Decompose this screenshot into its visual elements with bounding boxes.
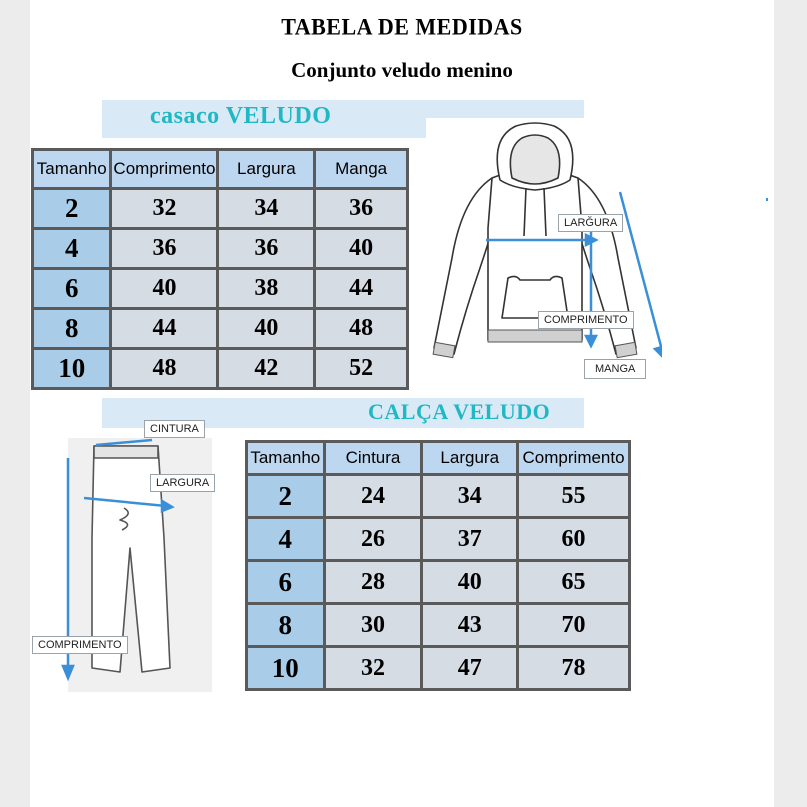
page-subtitle: Conjunto veludo menino	[291, 58, 513, 82]
jacket-size-table	[31, 148, 409, 390]
value-cell: 32	[326, 648, 421, 688]
size-cell: 8	[34, 310, 109, 347]
size-cell: 10	[34, 350, 109, 387]
value-cell: 78	[519, 648, 628, 688]
callout-sleeve: MANGA	[584, 359, 646, 379]
size-cell: 10	[248, 648, 323, 688]
value-cell: 30	[326, 605, 421, 645]
value-cell: 40	[316, 230, 406, 267]
value-cell: 34	[219, 190, 313, 227]
page-title: TABELA DE MEDIDAS	[281, 13, 523, 40]
table-row	[34, 310, 406, 347]
value-cell: 34	[423, 476, 516, 516]
callout-waist: CINTURA	[144, 420, 205, 438]
callout-length: COMPRIMENTO	[538, 311, 634, 329]
column-header: Tamanho	[248, 443, 323, 473]
table-row	[34, 270, 406, 307]
size-cell: 2	[248, 476, 323, 516]
value-cell: 36	[219, 230, 313, 267]
value-cell: 48	[112, 350, 216, 387]
column-header: Largura	[219, 151, 313, 187]
column-header: Manga	[316, 151, 406, 187]
hoodie-illustration	[422, 118, 662, 388]
value-cell: 44	[112, 310, 216, 347]
value-cell: 47	[423, 648, 516, 688]
table-row	[248, 476, 628, 516]
size-cell: 8	[248, 605, 323, 645]
value-cell: 32	[112, 190, 216, 227]
table-row	[248, 519, 628, 559]
size-cell: 4	[248, 519, 323, 559]
value-cell: 52	[316, 350, 406, 387]
table-header-row	[248, 443, 628, 473]
table-row	[248, 648, 628, 688]
value-cell: 26	[326, 519, 421, 559]
value-cell: 40	[219, 310, 313, 347]
size-cell: 4	[34, 230, 109, 267]
value-cell: 37	[423, 519, 516, 559]
callout-width: LARĞURA	[558, 214, 623, 232]
value-cell: 28	[326, 562, 421, 602]
value-cell: 44	[316, 270, 406, 307]
value-cell: 48	[316, 310, 406, 347]
value-cell: 42	[219, 350, 313, 387]
table-row	[34, 230, 406, 267]
table-row	[34, 350, 406, 387]
decorative-tick	[766, 198, 768, 201]
pants-section-title: CALÇA VELUDO	[368, 399, 551, 424]
value-cell: 65	[519, 562, 628, 602]
page	[30, 0, 774, 807]
table-row	[34, 190, 406, 227]
value-cell: 38	[219, 270, 313, 307]
table-row	[248, 605, 628, 645]
value-cell: 40	[112, 270, 216, 307]
column-header: Tamanho	[34, 151, 109, 187]
jacket-section-title: casaco VELUDO	[150, 103, 332, 129]
value-cell: 24	[326, 476, 421, 516]
value-cell: 36	[316, 190, 406, 227]
value-cell: 40	[423, 562, 516, 602]
table-row	[248, 562, 628, 602]
column-header: Cintura	[326, 443, 421, 473]
value-cell: 43	[423, 605, 516, 645]
callout-pants-length: COMPRIMENTO	[32, 636, 128, 654]
value-cell: 70	[519, 605, 628, 645]
value-cell: 36	[112, 230, 216, 267]
size-cell: 6	[34, 270, 109, 307]
value-cell: 55	[519, 476, 628, 516]
table-header-row	[34, 151, 406, 187]
callout-pants-width: LARGURA	[150, 474, 215, 492]
size-cell: 6	[248, 562, 323, 602]
value-cell: 60	[519, 519, 628, 559]
column-header: Comprimento	[112, 151, 216, 187]
size-cell: 2	[34, 190, 109, 227]
column-header: Largura	[423, 443, 516, 473]
pants-size-table	[245, 440, 631, 691]
column-header: Comprimento	[519, 443, 628, 473]
